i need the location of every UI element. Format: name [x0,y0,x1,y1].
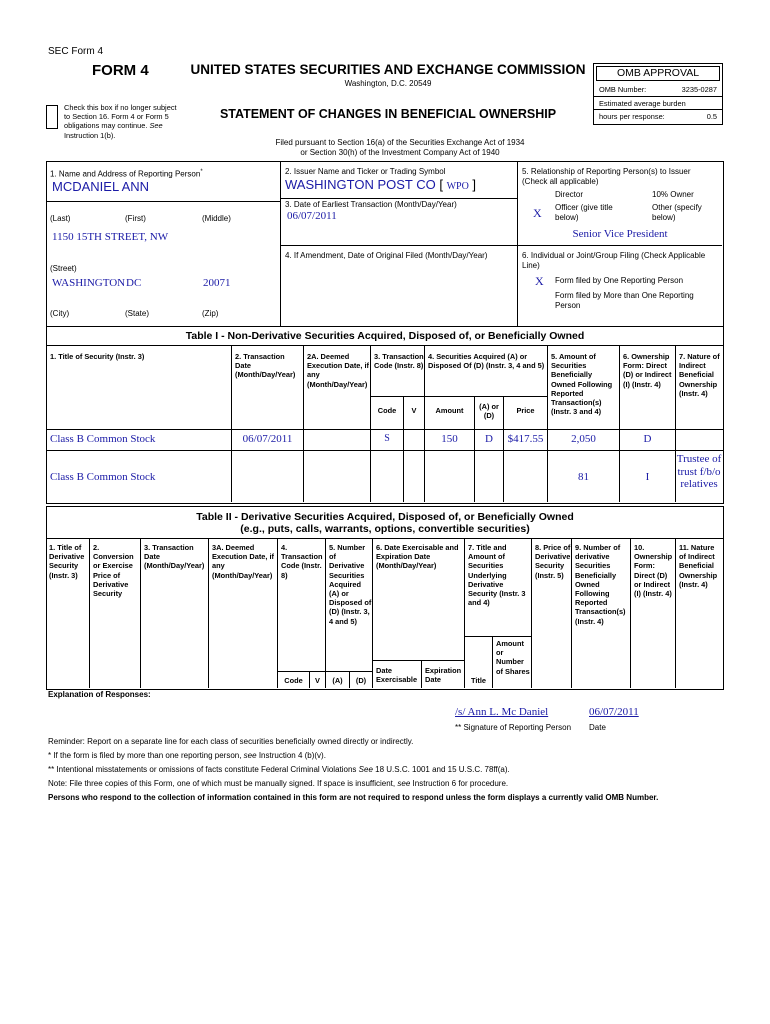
t1-subheader-code: Code [377,406,397,415]
t2-subheader-a: (A) [332,676,343,685]
note-multiple-persons: * If the form is filed by more than one reporting person, see Instruction 4 (b)(v). [48,751,326,760]
omb-title: OMB APPROVAL [596,66,720,81]
one-person-option: Form filed by One Reporting Person [555,276,684,285]
omb-number-value: 3235-0287 [681,85,717,94]
commission-city: Washington, D.C. 20549 [344,79,432,88]
t1-row2-nature: Trustee of trust f/b/o relatives [676,453,722,490]
t1-subheader-amount: Amount [435,406,464,415]
t2-header-price: 8. Price of Derivative Security (Instr. 5) [535,543,571,580]
street-label: (Street) [50,264,77,273]
reminder-text: Reminder: Report on a separate line for each class of securities beneficially owned directly or indirectly. [48,737,414,746]
filed-line-1: Filed pursuant to Section 16(a) of the Securities Exchange Act of 1934 [275,138,525,147]
zip-value: 20071 [203,277,231,289]
t1-row1-code: S [384,433,390,444]
t2-subheader-amount-shares: Amount or Number of Shares [496,639,530,676]
signature-value: /s/ Ann L. Mc Daniel [455,706,549,718]
persons-respond-text: Persons who respond to the collection of information contained in this form are not required to respond unless the form displays a currently valid OMB Number. [48,793,659,802]
officer-check-mark: X [533,206,542,220]
t1-header-deemed: 2A. Deemed Execution Date, if any (Month/Day/Year) [307,352,370,389]
t2-header-conversion: 2. Conversion or Exercise Price of Derivative Security [93,543,134,599]
t2-header-ownership: 10. Ownership Form: Direct (D) or Indirect (I) (Instr. 4) [634,543,673,599]
signature-label: ** Signature of Reporting Person [455,723,572,732]
one-person-check-mark: X [535,274,544,288]
t1-row2-owned: 81 [578,471,589,483]
t2-header-date: 3. Transaction Date (Month/Day/Year) [144,543,205,571]
t1-row1-amount: 150 [441,433,458,445]
t1-header-ownership: 6. Ownership Form: Direct (D) or Indirect (I) (Instr. 4) [623,352,672,389]
t2-header-title: 1. Title of Derivative Security (Instr. 3) [49,543,85,580]
t1-row1-date: 06/07/2011 [242,433,293,445]
omb-hours-value: 0.5 [706,112,717,121]
t2-header-exercisable: 6. Date Exercisable and Expiration Date (Month/Day/Year) [376,543,459,571]
t1-header-date: 2. Transaction Date (Month/Day/Year) [235,352,296,380]
checkbox-description: Check this box if no longer subject to Section 16. Form 4 or Form 5 obligations may continue. See Instruction 1(b). [64,103,177,140]
issuer-name: WASHINGTON POST CO [ WPO ] [285,177,477,192]
omb-burden-label: Estimated average burden [599,99,686,108]
sec-form-label: SEC Form 4 [48,46,104,57]
t2-header-owned: 9. Number of derivative Securities Beneficially Owned Following Reported Transaction(s) (Instr. 4) [575,543,626,626]
filed-line-2: or Section 30(h) of the Investment Company Act of 1940 [300,148,500,157]
earliest-date-value: 06/07/2011 [287,210,337,222]
t1-row1-form: D [643,433,652,445]
issuer-label: 2. Issuer Name and Ticker or Trading Symbol [285,167,446,176]
omb-hours-label: hours per response: [599,112,665,121]
amendment-label: 4. If Amendment, Date of Original Filed (Month/Day/Year) [285,251,488,260]
note-three-copies: Note: File three copies of this Form, one of which must be manually signed. If space is insufficient, see Instruction 6 for procedure. [48,779,509,788]
state-value: DC [126,277,142,289]
no-longer-subject-checkbox[interactable] [46,105,58,129]
street-value: 1150 15TH STREET, NW [52,231,169,243]
t1-header-owned: 5. Amount of Securities Beneficially Owned Following Reported Transaction(s) (Instr. 3 and 4) [551,352,613,417]
omb-approval-box [593,63,723,125]
filing-type-label: 6. Individual or Joint/Group Filing (Check Applicable Line) [522,251,706,270]
reporting-person-name: MCDANIEL ANN [52,179,150,194]
t1-row1-owned: 2,050 [571,433,596,445]
t2-subheader-d: (D) [355,676,367,685]
last-label: (Last) [50,214,71,223]
table-2-title: Table II - Derivative Securities Acquired, Disposed of, or Beneficially Owned [196,511,574,523]
signature-date-value: 06/07/2011 [589,706,639,718]
t1-subheader-price: Price [516,406,535,415]
t1-header-securities: 4. Securities Acquired (A) or Disposed Of (D) (Instr. 3, 4 and 5) [428,352,545,371]
commission-title: UNITED STATES SECURITIES AND EXCHANGE COMMISSION [190,62,586,77]
city-label: (City) [50,309,70,318]
t2-header-number: 5. Number of Derivative Securities Acquired (A) or Disposed of (D) (Instr. 3, 4 and 5) [329,543,372,626]
omb-number-label: OMB Number: [599,85,647,94]
t1-row1-aord: D [485,433,493,445]
t2-header-underlying: 7. Title and Amount of Securities Underlying Derivative Security (Instr. 3 and 4) [468,543,526,608]
city-value: WASHINGTON [52,277,126,289]
state-label: (State) [125,309,150,318]
signature-date-label: Date [589,723,606,732]
t2-subheader-v: V [315,676,320,685]
earliest-date-label: 3. Date of Earliest Transaction (Month/Day/Year) [285,200,457,209]
t1-subheader-aord: (A) or (D) [479,402,499,421]
more-person-option: Form filed by More than One Reporting Person [555,291,694,310]
t2-subheader-code: Code [284,676,303,685]
t2-subheader-date-exercisable: Date Exercisable [376,666,418,685]
table-2-subtitle: (e.g., puts, calls, warrants, options, convertible securities) [240,523,530,535]
note-criminal-violations: ** Intentional misstatements or omissions of facts constitute Federal Criminal Violations See 18 U.S.C. 1001 and 15 U.S.C. 78ff(a). [48,765,510,774]
officer-option: Officer (give title below) [555,203,613,222]
t2-header-deemed: 3A. Deemed Execution Date, if any (Month/Day/Year) [212,543,275,580]
explanation-label: Explanation of Responses: [48,690,151,699]
ten-percent-owner-option: 10% Owner [652,190,694,199]
t2-header-code: 4. Transaction Code (Instr. 8) [281,543,323,580]
t1-header-nature: 7. Nature of Indirect Beneficial Ownership (Instr. 4) [679,352,720,398]
director-option: Director [555,190,584,199]
t1-row1-price: $417.55 [507,433,544,445]
officer-title-value: Senior Vice President [572,228,668,240]
t1-subheader-v: V [411,406,417,415]
t2-subheader-expiration: Expiration Date [425,666,462,685]
middle-label: (Middle) [202,214,231,223]
table-1-title: Table I - Non-Derivative Securities Acquired, Disposed of, or Beneficially Owned [185,330,585,342]
t1-header-code: 3. Transaction Code (Instr. 8) [374,352,424,371]
t1-row2-title: Class B Common Stock [50,471,156,483]
statement-title: STATEMENT OF CHANGES IN BENEFICIAL OWNERSHIP [219,107,557,121]
form-title: FORM 4 [92,62,149,79]
zip-label: (Zip) [202,309,219,318]
t2-header-nature: 11. Nature of Indirect Beneficial Ownership (Instr. 4) [679,543,718,589]
reporting-person-label: 1. Name and Address of Reporting Person* [50,169,203,179]
relationship-label: 5. Relationship of Reporting Person(s) to Issuer (Check all applicable) [522,167,691,186]
t1-row2-form: I [645,471,650,483]
other-option: Other (specify below) [652,203,702,222]
t2-subheader-title: Title [470,676,487,685]
t1-row1-title: Class B Common Stock [50,433,156,445]
first-label: (First) [125,214,146,223]
t1-header-title: 1. Title of Security (Instr. 3) [50,352,145,361]
